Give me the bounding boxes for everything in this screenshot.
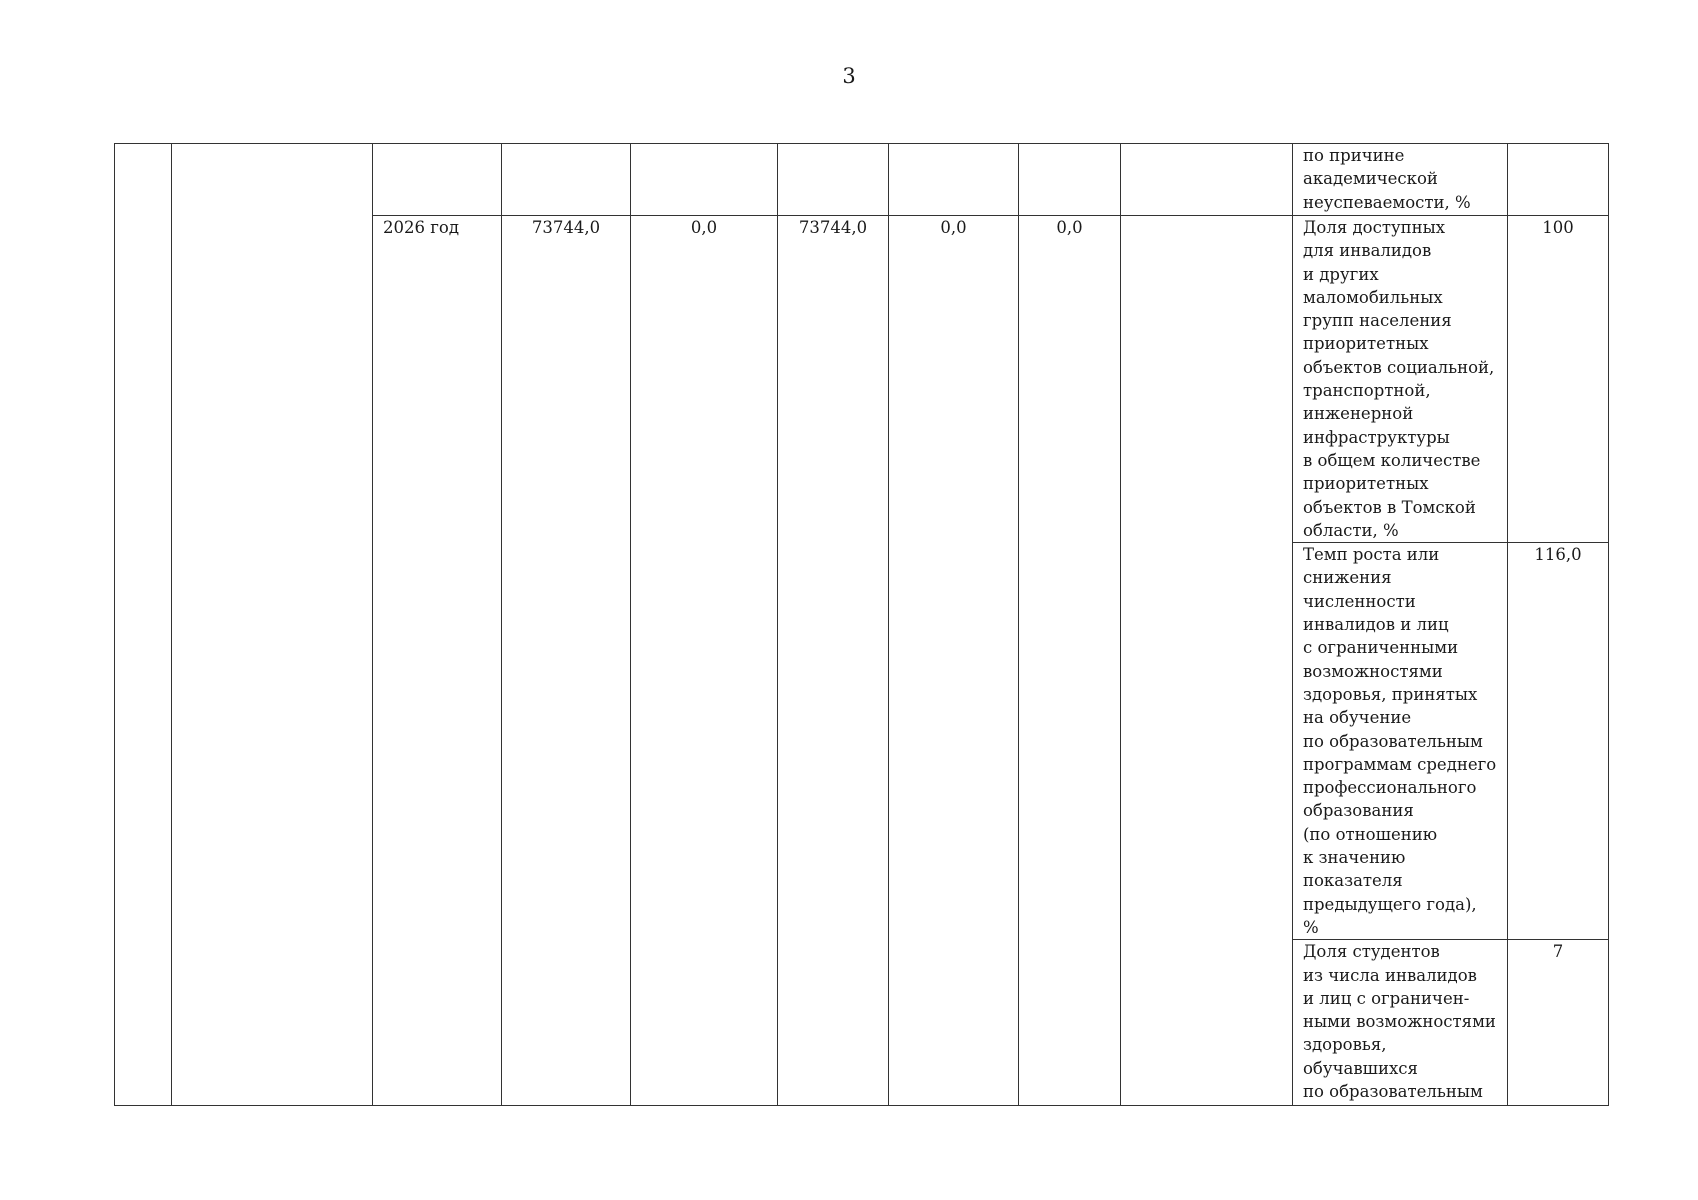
- cell-total: 73744,0: [502, 216, 631, 1106]
- indicator-students-share: Доля студентов из числа инвалидов и лиц с ограничен- ными возможностями здоровья, обучавшихся по образовательным: [1293, 940, 1508, 1106]
- cell-federal-empty: [631, 144, 778, 216]
- cell-regional-empty: [778, 144, 889, 216]
- cell-regional: 73744,0: [778, 216, 889, 1106]
- indicator-growth-rate-value: 116,0: [1508, 543, 1609, 940]
- table-row-continued: [115, 144, 1609, 216]
- cell-other: 0,0: [1019, 216, 1121, 1106]
- cell-local-empty: [889, 144, 1019, 216]
- cell-total-empty: [502, 144, 631, 216]
- cell-participants: [1121, 216, 1293, 1106]
- cell-federal: 0,0: [631, 216, 778, 1106]
- cell-local: 0,0: [889, 216, 1019, 1106]
- cell-number: [115, 144, 172, 1106]
- indicator-growth-rate: Темп роста или снижения численности инвалидов и лиц с ограниченными возможностями здоровья, принятых на обучение по образовательным программам среднего профессионального образования (по отношению к значению показателя предыдущего года), %: [1293, 543, 1508, 940]
- cell-year: 2026 год: [373, 216, 502, 1106]
- cell-activity-name: [172, 144, 373, 1106]
- indicator-accessibility: Доля доступных для инвалидов и других маломобильных групп населения приоритетных объектов социальной, транспортной, инженерной инфраструктуры в общем количестве приоритетных объектов в Томской области, %: [1293, 216, 1508, 543]
- cell-other-empty: [1019, 144, 1121, 216]
- cell-year-empty: [373, 144, 502, 216]
- indicator-continued: по причине академической неуспеваемости, %: [1293, 144, 1508, 216]
- cell-participants-empty: [1121, 144, 1293, 216]
- program-table: [114, 143, 1609, 1106]
- indicator-continued-value: [1508, 144, 1609, 216]
- page-number: 3: [842, 64, 856, 88]
- indicator-students-share-value: 7: [1508, 940, 1609, 1106]
- indicator-accessibility-value: 100: [1508, 216, 1609, 543]
